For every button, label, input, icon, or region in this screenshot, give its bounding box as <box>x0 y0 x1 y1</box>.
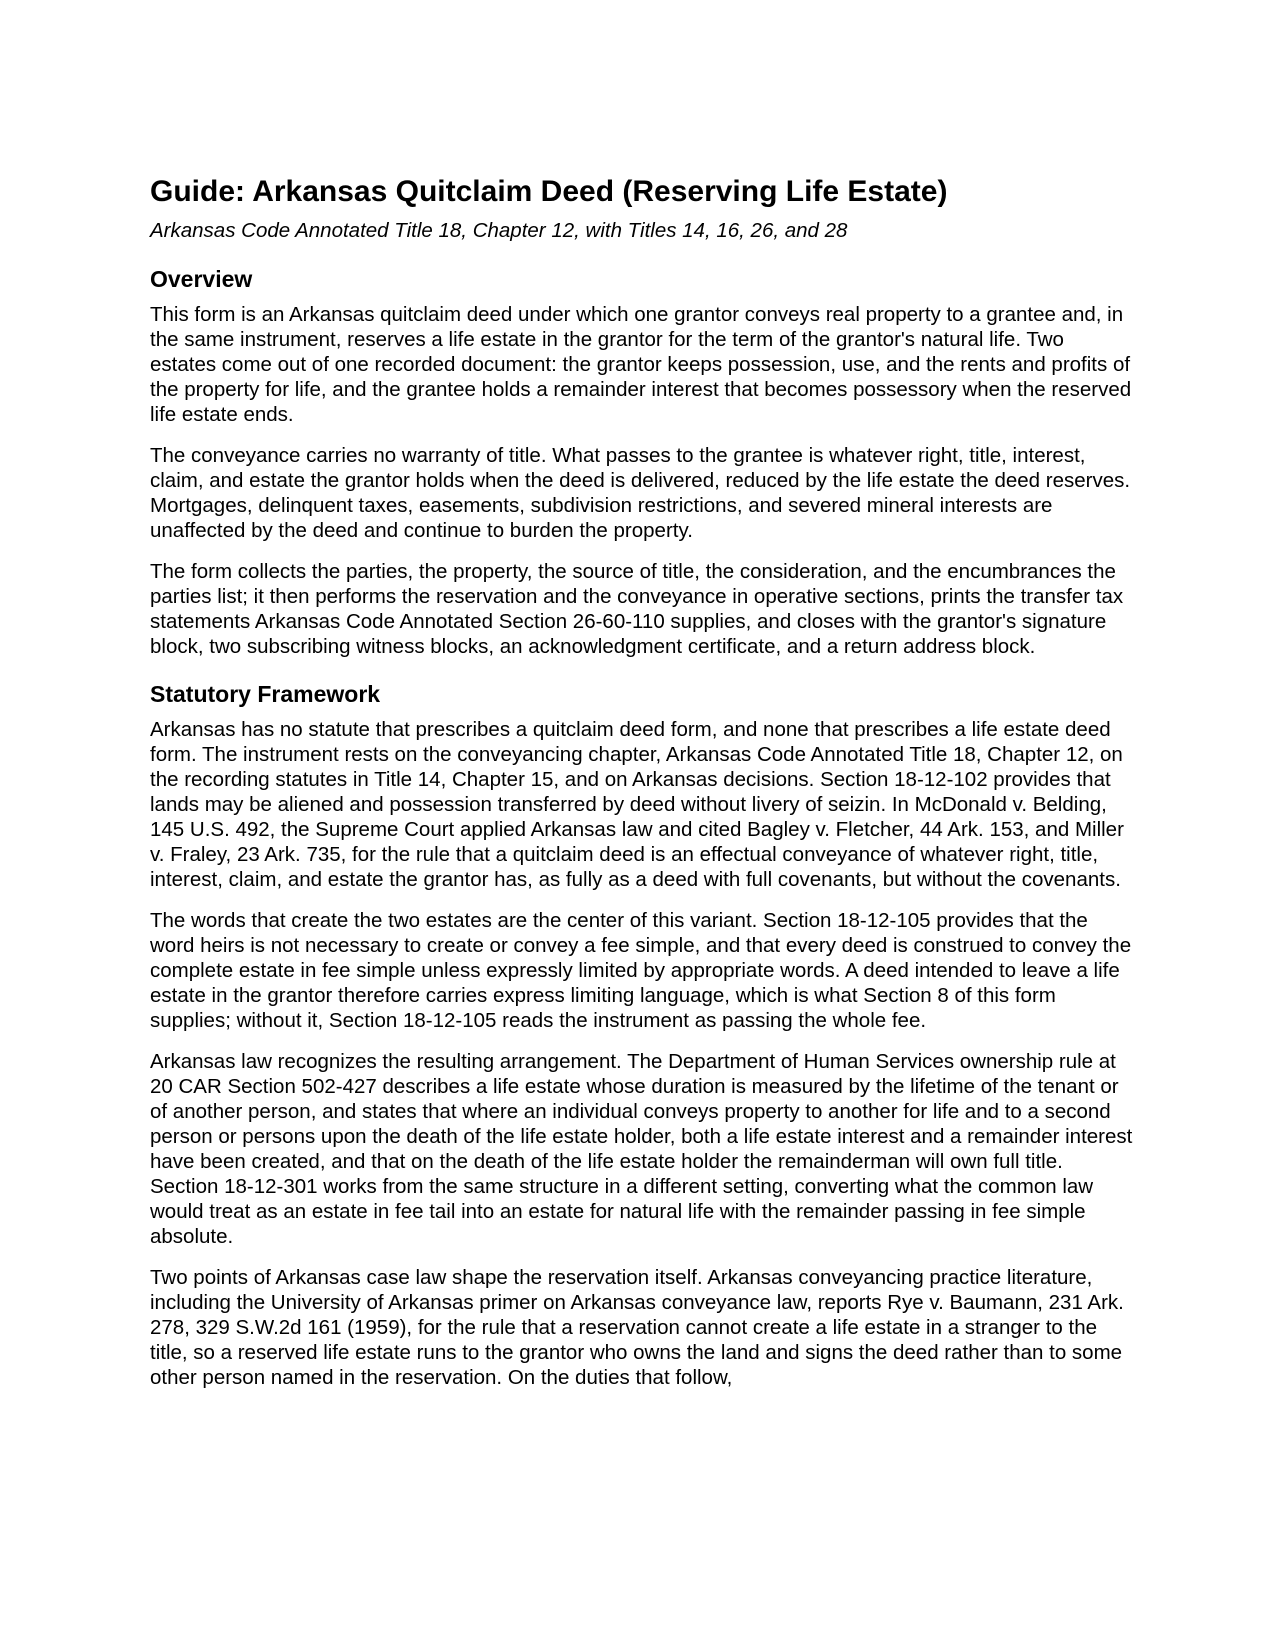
paragraph: Arkansas law recognizes the resulting arrangement. The Department of Human Services ownership rule at 20 CAR Section 502-427 describes a life estate whose duration is measured by the lifetime of the tenant or of another person, and states that where an individual conveys property to another for life and to a second person or persons upon the death of the life estate holder, both a life estate interest and a remainder interest have been created, and that on the death of the life estate holder the remainderman will own full title. Section 18-12-301 works from the same structure in a different setting, converting what the common law would treat as an estate in fee tail into an estate for natural life with the remainder passing in fee simple absolute. <box>150 1050 1133 1248</box>
document-page <box>150 172 1135 1390</box>
paragraph: Two points of Arkansas case law shape the reservation itself. Arkansas conveyancing practice literature, including the University of Arkansas primer on Arkansas conveyance law, reports Rye v. Baumann, 231 Ark. 278, 329 S.W.2d 161 (1959), for the rule that a reservation cannot create a life estate in a stranger to the title, so a reserved life estate runs to the grantor who owns the land and signs the deed rather than to some other person named in the reservation. On the duties that follow, <box>150 1266 1124 1389</box>
section-heading-overview: Overview <box>150 266 253 292</box>
paragraph: Arkansas has no statute that prescribes a quitclaim deed form, and none that prescribes a life estate deed form. The instrument rests on the conveyancing chapter, Arkansas Code Annotated Title 18, Chapter 12, on the recording statutes in Title 14, Chapter 15, and on Arkansas decisions. Section 18-12-102 provides that lands may be aliened and possession transferred by deed without livery of seizin. In McDonald v. Belding, 145 U.S. 492, the Supreme Court applied Arkansas law and cited Bagley v. Fletcher, 44 Ark. 153, and Miller v. Fraley, 23 Ark. 735, for the rule that a quitclaim deed is an effectual conveyance of whatever right, title, interest, claim, and estate the grantor has, as fully as a deed with full covenants, but without the covenants. <box>150 718 1124 891</box>
document-title: Guide: Arkansas Quitclaim Deed (Reserving Life Estate) <box>150 175 948 208</box>
paragraph: The form collects the parties, the property, the source of title, the consideration, and the encumbrances the parties list; it then performs the reservation and the conveyance in operative sections, prints the transfer tax statements Arkansas Code Annotated Section 26-60-110 supplies, and closes with the grantor's signature block, two subscribing witness blocks, an acknowledgment certificate, and a return address block. <box>150 560 1124 658</box>
paragraph: The words that create the two estates are the center of this variant. Section 18-12-105 provides that the word heirs is not necessary to create or convey a fee simple, and that every deed is construed to convey the complete estate in fee simple unless expressly limited by appropriate words. A deed intended to leave a life estate in the grantor therefore carries express limiting language, which is what Section 8 of this form supplies; without it, Section 18-12-105 reads the instrument as passing the whole fee. <box>150 909 1132 1032</box>
paragraph: The conveyance carries no warranty of title. What passes to the grantee is whatever right, title, interest, claim, and estate the grantor holds when the deed is delivered, reduced by the life estate the deed reserves. Mortgages, delinquent taxes, easements, subdivision restrictions, and severed mineral interests are unaffected by the deed and continue to burden the property. <box>150 444 1131 542</box>
section-heading-statutory-framework: Statutory Framework <box>150 681 381 707</box>
paragraph: This form is an Arkansas quitclaim deed under which one grantor conveys real property to a grantee and, in the same instrument, reserves a life estate in the grantor for the term of the grantor's natural life. Two estates come out of one recorded document: the grantor keeps possession, use, and the rents and profits of the property for life, and the grantee holds a remainder interest that becomes possessory when the reserved life estate ends. <box>150 303 1132 426</box>
document-subtitle: Arkansas Code Annotated Title 18, Chapter 12, with Titles 14, 16, 26, and 28 <box>150 219 848 242</box>
